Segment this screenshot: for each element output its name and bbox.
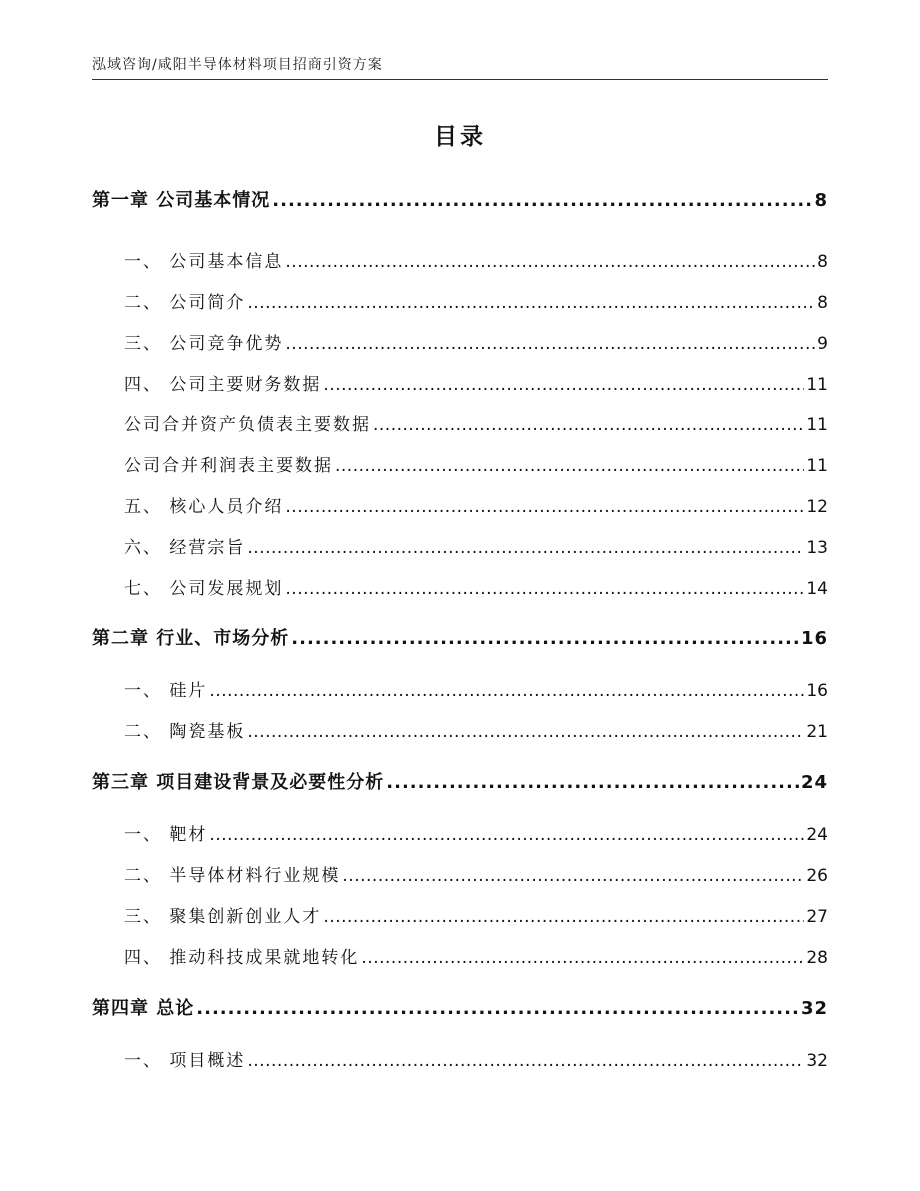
toc-page-number: 32: [800, 998, 828, 1019]
toc-subsection-balance-sheet[interactable]: [124, 410, 828, 435]
toc-entry-label: 第三章 项目建设背景及必要性分析: [92, 772, 385, 793]
toc-subsection-income-statement[interactable]: [124, 451, 828, 476]
dot-leader: [247, 1051, 804, 1071]
toc-entry-label: 三、 公司竞争优势: [124, 334, 284, 354]
dot-leader: [247, 722, 804, 742]
toc-page-number: 11: [806, 456, 828, 476]
toc-section-1-4[interactable]: [124, 370, 828, 395]
toc-section-1-5[interactable]: [124, 492, 828, 517]
dot-leader: [323, 907, 804, 927]
dot-leader: [196, 998, 799, 1019]
toc-entry-label: 公司合并利润表主要数据: [124, 456, 333, 476]
toc-section-2-1[interactable]: [124, 676, 828, 701]
toc-section-1-2[interactable]: [124, 288, 828, 313]
dot-leader: [386, 772, 799, 793]
toc-page-number: 21: [806, 722, 828, 742]
toc-entry-label: 二、 陶瓷基板: [124, 722, 246, 742]
toc-page-number: 16: [800, 628, 828, 649]
toc-section-1-1[interactable]: [124, 247, 828, 272]
dot-leader: [272, 190, 812, 211]
toc-page-number: 27: [806, 907, 828, 927]
toc-section-2-2[interactable]: [124, 717, 828, 742]
toc-entry-label: 第二章 行业、市场分析: [92, 628, 290, 649]
toc-chapter-1[interactable]: [92, 186, 828, 212]
toc-page-number: 28: [806, 948, 828, 968]
toc-page-number: 24: [800, 772, 828, 793]
toc-entry-label: 四、 公司主要财务数据: [124, 375, 322, 395]
toc-entry-label: 五、 核心人员介绍: [124, 497, 284, 517]
toc-chapter-3[interactable]: [92, 768, 828, 794]
toc-page-number: 8: [814, 190, 828, 211]
toc-section-3-3[interactable]: [124, 902, 828, 927]
toc-chapter-2[interactable]: [92, 624, 828, 650]
toc-chapter-4[interactable]: [92, 994, 828, 1020]
dot-leader: [285, 579, 804, 599]
toc-page-number: 9: [817, 334, 828, 354]
dot-leader: [291, 628, 799, 649]
dot-leader: [247, 538, 804, 558]
toc-page-number: 8: [817, 293, 828, 313]
toc-section-4-1[interactable]: [124, 1046, 828, 1071]
toc-entry-label: 二、 公司简介: [124, 293, 246, 313]
toc-page-number: 26: [806, 866, 828, 886]
toc-entry-label: 一、 硅片: [124, 681, 208, 701]
toc-section-3-4[interactable]: [124, 943, 828, 968]
toc-section-1-7[interactable]: [124, 574, 828, 599]
toc-entry-label: 二、 半导体材料行业规模: [124, 866, 341, 886]
dot-leader: [209, 681, 804, 701]
toc-entry-label: 一、 项目概述: [124, 1051, 246, 1071]
toc-entry-label: 六、 经营宗旨: [124, 538, 246, 558]
dot-leader: [373, 415, 804, 435]
header-divider: [92, 79, 828, 80]
toc-entry-label: 一、 公司基本信息: [124, 252, 284, 272]
dot-leader: [285, 497, 804, 517]
toc-section-3-1[interactable]: [124, 820, 828, 845]
toc-page-number: 13: [806, 538, 828, 558]
toc-page-number: 11: [806, 415, 828, 435]
toc-page-number: 16: [806, 681, 828, 701]
toc-entry-label: 一、 靶材: [124, 825, 208, 845]
dot-leader: [361, 948, 804, 968]
toc-section-1-3[interactable]: [124, 329, 828, 354]
toc-entry-label: 四、 推动科技成果就地转化: [124, 948, 360, 968]
toc-entry-label: 三、 聚集创新创业人才: [124, 907, 322, 927]
dot-leader: [247, 293, 815, 313]
toc-entry-label: 公司合并资产负债表主要数据: [124, 415, 371, 435]
toc-section-1-6[interactable]: [124, 533, 828, 558]
toc-section-3-2[interactable]: [124, 861, 828, 886]
toc-page-number: 8: [817, 252, 828, 272]
toc-page-number: 32: [806, 1051, 828, 1071]
toc-page-number: 14: [806, 579, 828, 599]
toc-page-number: 12: [806, 497, 828, 517]
dot-leader: [285, 334, 815, 354]
dot-leader: [335, 456, 804, 476]
dot-leader: [323, 375, 804, 395]
toc-title: 目录: [434, 124, 486, 150]
dot-leader: [285, 252, 815, 272]
page-header: 泓域咨询/咸阳半导体材料项目招商引资方案: [92, 57, 383, 73]
dot-leader: [209, 825, 804, 845]
toc-entry-label: 第四章 总论: [92, 998, 195, 1019]
toc-page-number: 24: [806, 825, 828, 845]
dot-leader: [342, 866, 804, 886]
toc-entry-label: 七、 公司发展规划: [124, 579, 284, 599]
toc-entry-label: 第一章 公司基本情况: [92, 190, 271, 211]
toc-page-number: 11: [806, 375, 828, 395]
